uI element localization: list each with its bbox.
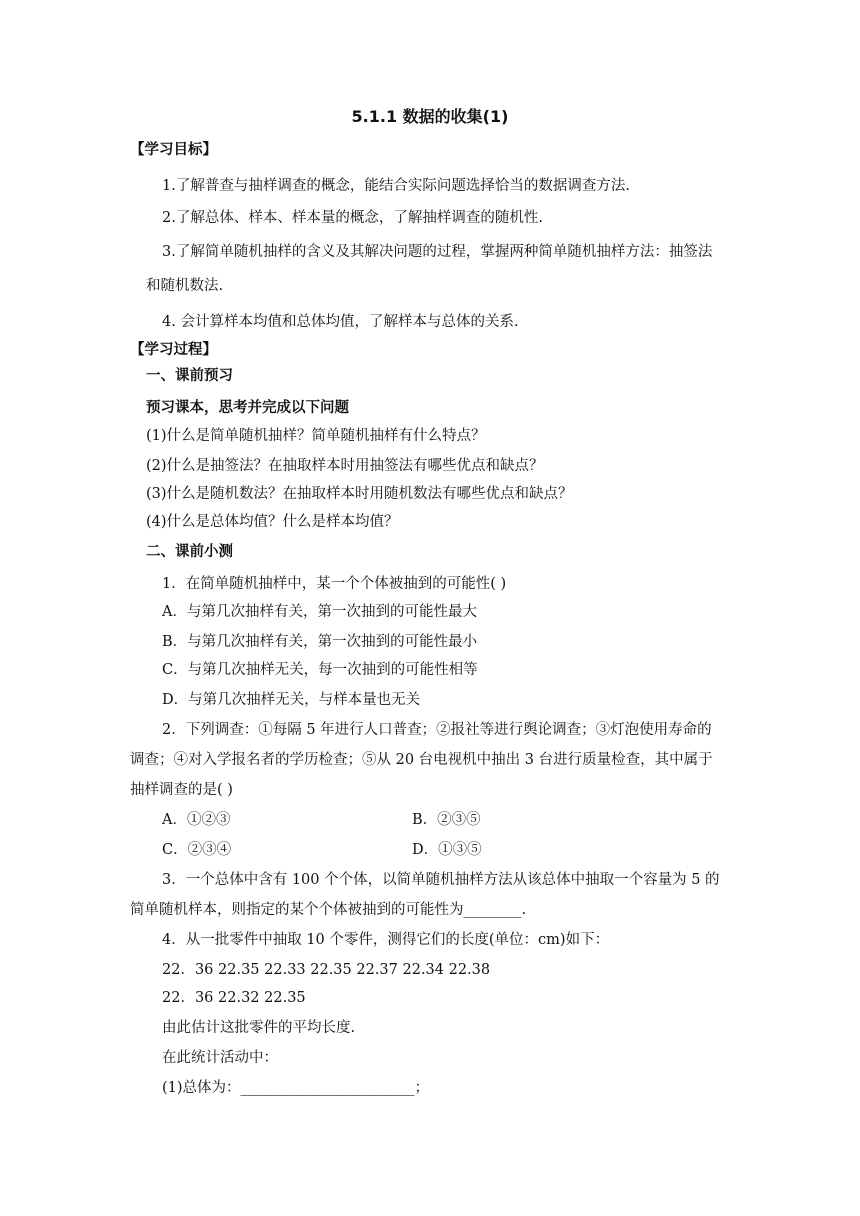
objective-item: 3.了解简单随机抽样的含义及其解决问题的过程，掌握两种简单随机抽样方法：抽签法 [162, 244, 713, 260]
preview-question: (2)什么是抽签法？在抽取样本时用抽签法有哪些优点和缺点？ [146, 458, 544, 474]
objective-item-continued: 和随机数法. [146, 278, 224, 294]
quiz-q1-stem: 1．在简单随机抽样中，某一个个体被抽到的可能性( ) [162, 576, 507, 592]
quiz-q1-option-d: D．与第几次抽样无关，与样本量也无关 [162, 692, 421, 708]
preview-question: (1)什么是简单随机抽样？简单随机抽样有什么特点？ [146, 428, 486, 444]
quiz-q2-stem-line: 2．下列调查：①每隔 5 年进行人口普查；②报社等进行舆论调查；③灯泡使用寿命的 [162, 722, 712, 738]
preview-subheading: 预习课本，思考并完成以下问题 [146, 400, 349, 416]
quiz-q1-option-c: C．与第几次抽样无关，每一次抽到的可能性相等 [162, 662, 478, 678]
quiz-q2-option-a: A．①②③ [162, 812, 231, 828]
quiz-q3-stem-line: 3．一个总体中含有 100 个个体，以简单随机抽样方法从该总体中抽取一个容量为 5 的 [162, 872, 720, 888]
quiz-q2-option-c: C．②③④ [162, 842, 232, 858]
quiz-q4-context: 在此统计活动中： [162, 1050, 278, 1066]
quiz-q2-options-row [162, 810, 762, 830]
preview-question: (4)什么是总体均值？什么是样本均值？ [146, 514, 399, 530]
objectives-heading: 【学习目标】 [130, 142, 217, 158]
quiz-q2-stem-line: 抽样调查的是( ) [130, 782, 233, 798]
objective-item: 4. 会计算样本均值和总体均值，了解样本与总体的关系. [162, 314, 519, 330]
quiz-q2-options-row [162, 840, 762, 860]
quiz-q4-ask: 由此估计这批零件的平均长度. [162, 1020, 356, 1036]
quiz-q2-option-b: B．②③⑤ [412, 812, 481, 828]
quiz-q1-option-b: B．与第几次抽样有关，第一次抽到的可能性最小 [162, 634, 478, 650]
quiz-q4-stem: 4．从一批零件中抽取 10 个零件，测得它们的长度(单位：cm)如下： [162, 932, 610, 948]
document-title: 5.1.1 数据的收集(1) [351, 107, 509, 126]
objective-item: 2.了解总体、样本、样本量的概念，了解抽样调查的随机性. [162, 210, 543, 226]
quiz-heading: 二、课前小测 [146, 544, 233, 560]
quiz-q4-data-row: 22．36 22.32 22.35 [162, 990, 306, 1006]
quiz-q4-data-row: 22．36 22.35 22.33 22.35 22.37 22.34 22.38 [162, 962, 491, 978]
objective-item: 1.了解普查与抽样调查的概念，能结合实际问题选择恰当的数据调查方法. [162, 178, 630, 194]
quiz-q2-stem-line: 调查；④对入学报名者的学历检查；⑤从 20 台电视机中抽出 3 台进行质量检查，其中属于 [130, 752, 713, 768]
quiz-q1-option-a: A．与第几次抽样有关，第一次抽到的可能性最大 [162, 604, 477, 620]
quiz-q2-option-d: D．①③⑤ [412, 842, 482, 858]
preview-question: (3)什么是随机数法？在抽取样本时用随机数法有哪些优点和缺点？ [146, 486, 573, 502]
quiz-q3-stem-line: 简单随机样本，则指定的某个个体被抽到的可能性为________. [130, 902, 527, 918]
process-heading: 【学习过程】 [130, 342, 217, 358]
quiz-q4-sub1: (1)总体为：________________________； [162, 1080, 430, 1096]
preview-heading: 一、课前预习 [146, 368, 233, 384]
